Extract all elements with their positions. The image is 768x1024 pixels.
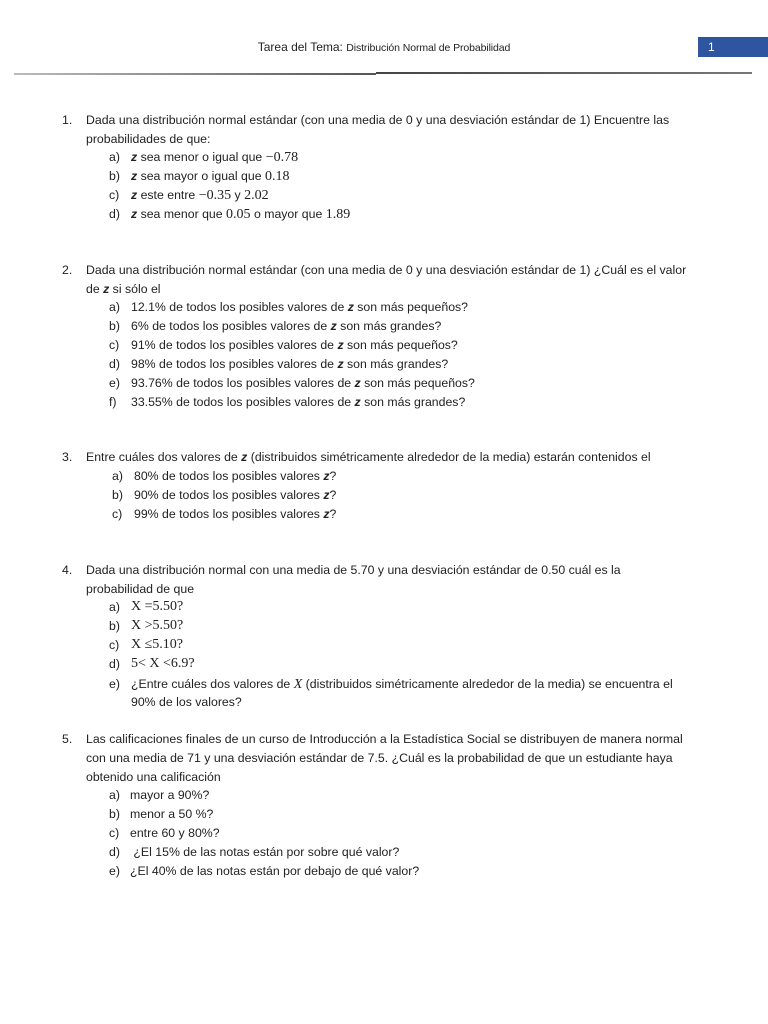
item-text-2: o mayor que <box>250 207 326 221</box>
item-text: son más pequeños? <box>353 300 469 314</box>
item-text: este entre <box>137 188 199 202</box>
list-item <box>131 374 475 392</box>
list-item: ¿El 40% de las notas están por debajo de qué valor? <box>130 864 420 878</box>
item-marker: a) <box>109 600 120 614</box>
z-variable: z <box>323 469 330 483</box>
z-variable: z <box>131 150 138 164</box>
z-variable: z <box>131 188 138 202</box>
z-variable: z <box>323 488 330 502</box>
item-text: son más grandes? <box>360 395 466 409</box>
list-item: menor a 50 %? <box>130 807 214 821</box>
list-item: entre 60 y 80%? <box>130 826 220 840</box>
question-text-line: Dada una distribución normal estándar (con una media de 0 y una desviación estándar de 1) Encuentre las <box>86 113 670 127</box>
list-item-math: X >5.50? <box>131 618 184 633</box>
list-item-math: X ≤5.10? <box>131 637 184 652</box>
item-marker: d) <box>109 357 120 371</box>
question-text-line: probabilidades de que: <box>86 132 211 146</box>
item-marker: e) <box>109 376 120 390</box>
z-variable: z <box>241 450 248 464</box>
item-text: (distribuidos simétricamente alrededor de la media) se encuentra el <box>302 677 673 691</box>
x-variable: X <box>293 677 303 692</box>
question-number: 2. <box>62 263 73 277</box>
page-number-badge: 1 <box>698 37 768 57</box>
question-text-line <box>86 280 161 298</box>
question-text-line: probabilidad de que <box>86 582 195 596</box>
z-variable: z <box>131 169 138 183</box>
item-marker: b) <box>109 619 120 633</box>
item-marker: a) <box>109 150 120 164</box>
line-text: Entre cuáles dos valores de <box>86 450 242 464</box>
z-variable: z <box>337 357 344 371</box>
item-text: son más pequeños? <box>343 338 458 352</box>
list-item <box>131 167 289 186</box>
list-item <box>131 336 458 354</box>
line-text: (distribuidos simétricamente alrededor de la media) estarán contenidos el <box>247 450 651 464</box>
item-marker: a) <box>112 469 123 483</box>
page-header-title <box>0 40 768 54</box>
item-value: −0.78 <box>265 150 299 165</box>
item-text: son más pequeños? <box>360 376 475 390</box>
question-text-line: Dada una distribución normal estándar (con una media de 0 y una desviación estándar de 1) ¿Cuál es el valor <box>86 263 687 277</box>
question-number: 4. <box>62 563 73 577</box>
item-marker: e) <box>109 677 120 691</box>
question-number: 5. <box>62 732 73 746</box>
item-marker: d) <box>109 207 120 221</box>
item-text: sea menor o igual que <box>137 150 266 164</box>
z-variable: z <box>347 300 354 314</box>
item-text: 98% de todos los posibles valores de <box>131 357 338 371</box>
list-item <box>131 393 465 411</box>
item-value: 0.05 <box>226 207 251 222</box>
list-item-math: X =5.50? <box>131 599 184 614</box>
item-value: −0.35 <box>198 188 232 203</box>
list-item <box>131 355 448 373</box>
list-item <box>131 205 350 224</box>
question-text-line: con una media de 71 y una desviación estándar de 7.5. ¿Cuál es la probabilidad de que un estudiante haya <box>86 751 673 765</box>
list-item <box>131 675 673 694</box>
item-text: 91% de todos los posibles valores de <box>131 338 338 352</box>
item-text: sea menor que <box>137 207 227 221</box>
item-value-2: 2.02 <box>244 188 269 203</box>
list-item <box>134 486 336 504</box>
item-text: 80% de todos los posibles valores <box>134 469 324 483</box>
header-title-prefix: Tarea del Tema: <box>257 40 343 54</box>
item-marker: b) <box>112 488 123 502</box>
item-text: sea mayor o igual que <box>137 169 265 183</box>
list-item <box>131 317 441 335</box>
item-marker: d) <box>109 657 120 671</box>
question-text-line: Dada una distribución normal con una media de 5.70 y una desviación estándar de 0.50 cuál es la <box>86 563 621 577</box>
z-variable: z <box>354 376 361 390</box>
item-marker: d) <box>109 845 120 859</box>
item-marker: b) <box>109 807 120 821</box>
item-text: 12.1% de todos los posibles valores de <box>131 300 348 314</box>
item-text-2: y <box>231 188 245 202</box>
item-text: 99% de todos los posibles valores <box>134 507 324 521</box>
header-divider-right <box>376 72 752 74</box>
header-divider-left <box>14 73 376 75</box>
z-variable: z <box>103 282 110 296</box>
question-number: 1. <box>62 113 73 127</box>
list-item <box>131 186 269 205</box>
item-marker: a) <box>109 788 120 802</box>
list-item <box>131 298 468 316</box>
item-text: 33.55% de todos los posibles valores de <box>131 395 355 409</box>
item-marker: c) <box>109 826 120 840</box>
list-item-continuation: 90% de los valores? <box>131 695 242 709</box>
question-text-line: obtenido una calificación <box>86 770 221 784</box>
z-variable: z <box>323 507 330 521</box>
item-marker: b) <box>109 169 120 183</box>
item-text: ¿Entre cuáles dos valores de <box>131 677 294 691</box>
question-number: 3. <box>62 450 73 464</box>
line-text: si sólo el <box>109 282 161 296</box>
item-marker: a) <box>109 300 120 314</box>
item-marker: e) <box>109 864 120 878</box>
item-text: ? <box>329 507 337 521</box>
item-text: son más grandes? <box>343 357 449 371</box>
header-title-subject: Distribución Normal de Probabilidad <box>346 42 511 54</box>
item-marker: c) <box>109 338 120 352</box>
item-marker: c) <box>109 188 120 202</box>
item-marker: c) <box>112 507 123 521</box>
item-text: ? <box>329 469 337 483</box>
z-variable: z <box>337 338 344 352</box>
item-value: 0.18 <box>264 169 290 184</box>
item-marker: c) <box>109 638 120 652</box>
list-item <box>134 505 336 523</box>
list-item: ¿El 15% de las notas están por sobre qué valor? <box>130 845 400 859</box>
z-variable: z <box>354 395 361 409</box>
list-item: mayor a 90%? <box>130 788 210 802</box>
item-text: 93.76% de todos los posibles valores de <box>131 376 355 390</box>
line-text: de <box>86 282 104 296</box>
question-text-line: Las calificaciones finales de un curso de Introducción a la Estadística Social se distribuyen de manera normal <box>86 732 683 746</box>
item-text: ? <box>329 488 337 502</box>
list-item <box>134 467 336 485</box>
item-text: 6% de todos los posibles valores de <box>131 319 331 333</box>
item-text: 90% de todos los posibles valores <box>134 488 324 502</box>
z-variable: z <box>330 319 337 333</box>
z-variable: z <box>131 207 138 221</box>
item-marker: f) <box>109 395 117 409</box>
item-marker: b) <box>109 319 120 333</box>
list-item <box>131 148 298 167</box>
question-text-line <box>86 448 651 466</box>
item-value-2: 1.89 <box>325 207 351 222</box>
item-text: son más grandes? <box>336 319 442 333</box>
list-item-math: 5< X <6.9? <box>131 656 195 671</box>
